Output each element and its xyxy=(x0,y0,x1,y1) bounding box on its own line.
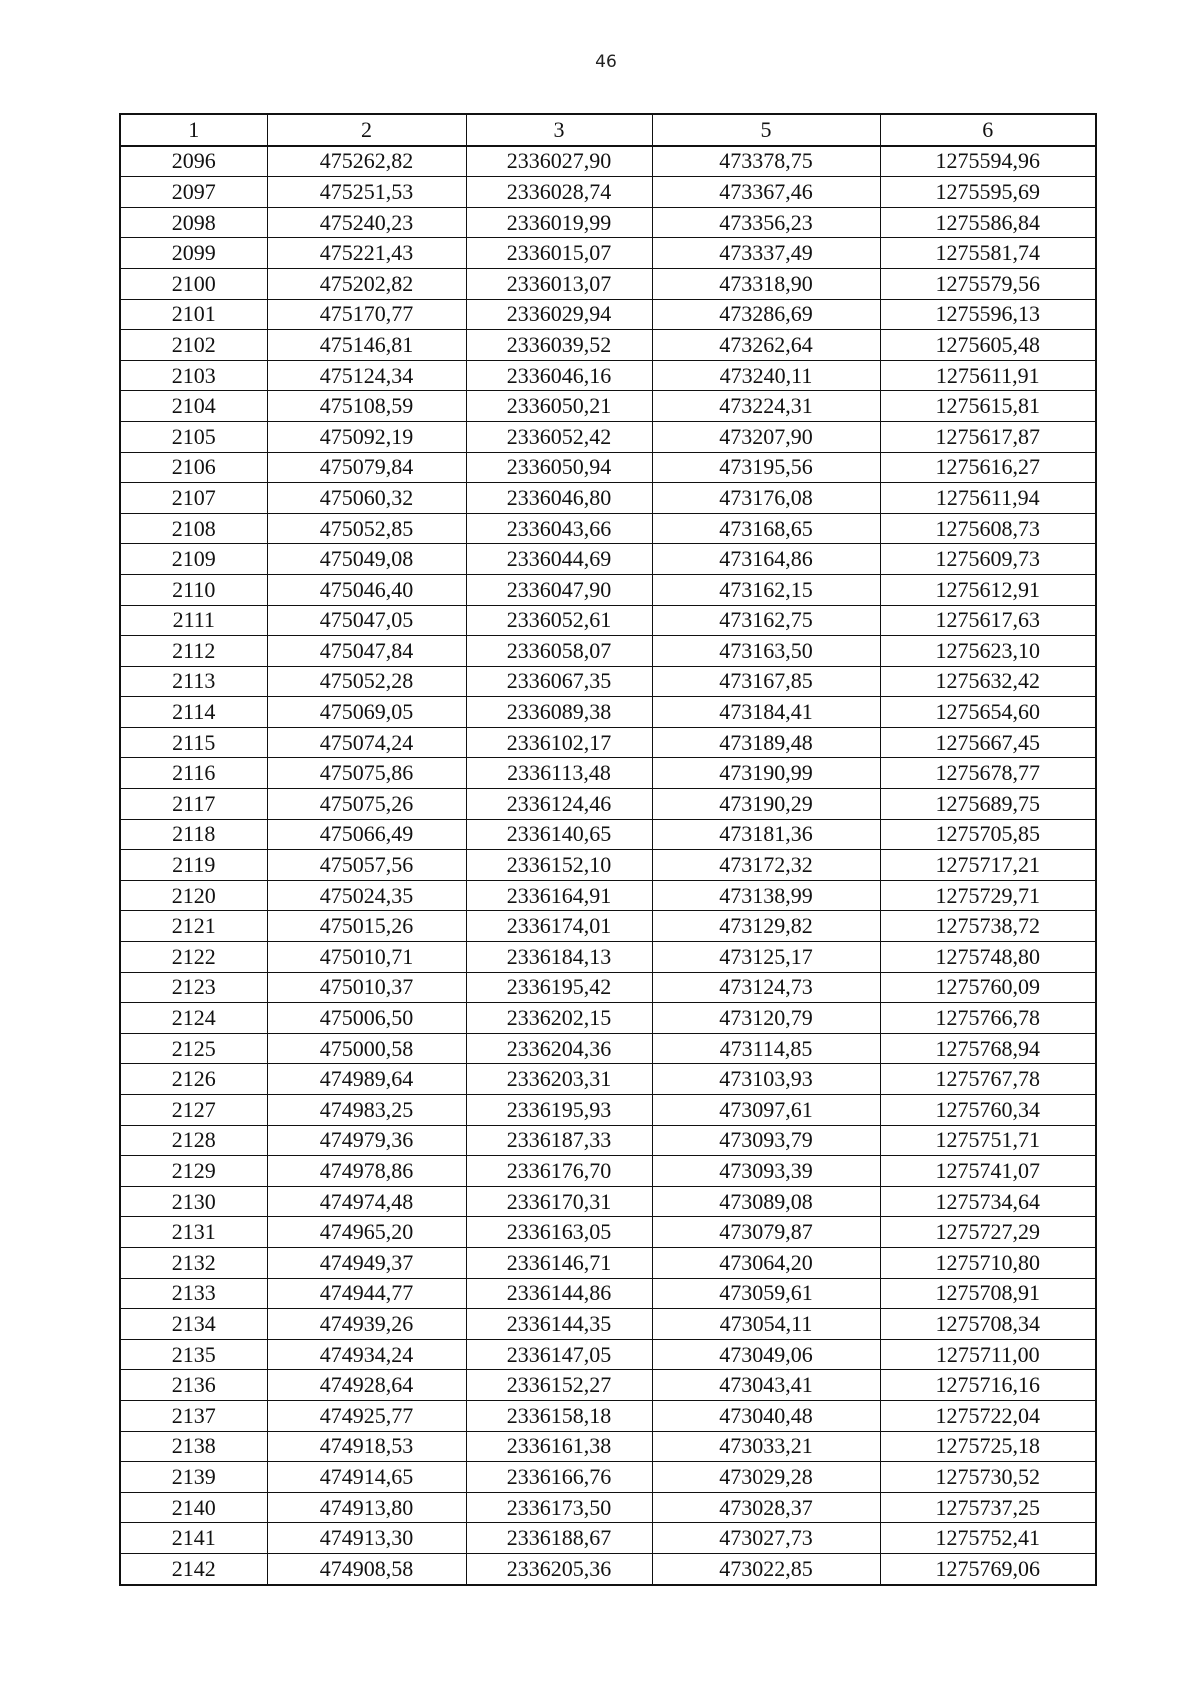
table-row xyxy=(120,942,1096,973)
cell-point-number: 2124 xyxy=(120,1003,267,1034)
table-row xyxy=(120,207,1096,238)
table-row xyxy=(120,268,1096,299)
cell-y-coordinate-new: 1275716,16 xyxy=(880,1370,1096,1401)
cell-y-coordinate-old: 2336205,36 xyxy=(466,1553,652,1584)
cell-x-coordinate-new: 473337,49 xyxy=(652,238,880,269)
cell-x-coordinate-old: 475221,43 xyxy=(267,238,466,269)
table-row xyxy=(120,758,1096,789)
cell-x-coordinate-new: 473049,06 xyxy=(652,1339,880,1370)
table-row xyxy=(120,1278,1096,1309)
cell-point-number: 2133 xyxy=(120,1278,267,1309)
table-row xyxy=(120,1339,1096,1370)
table-row xyxy=(120,1309,1096,1340)
cell-point-number: 2099 xyxy=(120,238,267,269)
cell-y-coordinate-old: 2336043,66 xyxy=(466,513,652,544)
table-row xyxy=(120,177,1096,208)
cell-y-coordinate-new: 1275596,13 xyxy=(880,299,1096,330)
cell-y-coordinate-new: 1275608,73 xyxy=(880,513,1096,544)
cell-y-coordinate-new: 1275616,27 xyxy=(880,452,1096,483)
cell-y-coordinate-old: 2336102,17 xyxy=(466,727,652,758)
cell-y-coordinate-old: 2336146,71 xyxy=(466,1247,652,1278)
cell-y-coordinate-old: 2336044,69 xyxy=(466,544,652,575)
cell-y-coordinate-new: 1275734,64 xyxy=(880,1186,1096,1217)
cell-point-number: 2106 xyxy=(120,452,267,483)
cell-y-coordinate-old: 2336019,99 xyxy=(466,207,652,238)
column-header-4: 5 xyxy=(652,114,880,146)
cell-point-number: 2122 xyxy=(120,942,267,973)
cell-x-coordinate-new: 473097,61 xyxy=(652,1095,880,1126)
cell-x-coordinate-new: 473027,73 xyxy=(652,1523,880,1554)
cell-x-coordinate-old: 475006,50 xyxy=(267,1003,466,1034)
cell-x-coordinate-new: 473129,82 xyxy=(652,911,880,942)
cell-x-coordinate-old: 475052,85 xyxy=(267,513,466,544)
table-row xyxy=(120,1033,1096,1064)
cell-point-number: 2141 xyxy=(120,1523,267,1554)
cell-x-coordinate-new: 473138,99 xyxy=(652,880,880,911)
coordinates-table xyxy=(119,113,1097,1586)
cell-x-coordinate-new: 473318,90 xyxy=(652,268,880,299)
cell-x-coordinate-old: 475108,59 xyxy=(267,391,466,422)
cell-x-coordinate-old: 475124,34 xyxy=(267,360,466,391)
cell-y-coordinate-old: 2336067,35 xyxy=(466,666,652,697)
cell-x-coordinate-old: 475202,82 xyxy=(267,268,466,299)
cell-y-coordinate-new: 1275689,75 xyxy=(880,789,1096,820)
cell-y-coordinate-new: 1275708,34 xyxy=(880,1309,1096,1340)
cell-y-coordinate-new: 1275708,91 xyxy=(880,1278,1096,1309)
cell-y-coordinate-old: 2336170,31 xyxy=(466,1186,652,1217)
cell-y-coordinate-new: 1275738,72 xyxy=(880,911,1096,942)
cell-point-number: 2116 xyxy=(120,758,267,789)
table-row xyxy=(120,574,1096,605)
cell-point-number: 2130 xyxy=(120,1186,267,1217)
cell-y-coordinate-old: 2336161,38 xyxy=(466,1431,652,1462)
cell-y-coordinate-old: 2336124,46 xyxy=(466,789,652,820)
cell-y-coordinate-old: 2336188,67 xyxy=(466,1523,652,1554)
table-row xyxy=(120,1400,1096,1431)
cell-point-number: 2129 xyxy=(120,1156,267,1187)
column-header-5: 6 xyxy=(880,114,1096,146)
table-row xyxy=(120,819,1096,850)
table-row xyxy=(120,1247,1096,1278)
table-row xyxy=(120,391,1096,422)
cell-y-coordinate-old: 2336184,13 xyxy=(466,942,652,973)
cell-y-coordinate-new: 1275611,91 xyxy=(880,360,1096,391)
cell-y-coordinate-old: 2336144,86 xyxy=(466,1278,652,1309)
cell-point-number: 2109 xyxy=(120,544,267,575)
cell-x-coordinate-new: 473028,37 xyxy=(652,1492,880,1523)
cell-y-coordinate-old: 2336176,70 xyxy=(466,1156,652,1187)
table-row xyxy=(120,299,1096,330)
cell-y-coordinate-old: 2336039,52 xyxy=(466,330,652,361)
table-row xyxy=(120,1217,1096,1248)
cell-x-coordinate-old: 475092,19 xyxy=(267,421,466,452)
cell-point-number: 2117 xyxy=(120,789,267,820)
cell-y-coordinate-old: 2336187,33 xyxy=(466,1125,652,1156)
cell-y-coordinate-old: 2336058,07 xyxy=(466,636,652,667)
cell-point-number: 2137 xyxy=(120,1400,267,1431)
cell-y-coordinate-new: 1275725,18 xyxy=(880,1431,1096,1462)
cell-point-number: 2127 xyxy=(120,1095,267,1126)
cell-point-number: 2105 xyxy=(120,421,267,452)
cell-x-coordinate-old: 475049,08 xyxy=(267,544,466,575)
table-row xyxy=(120,880,1096,911)
cell-x-coordinate-old: 474989,64 xyxy=(267,1064,466,1095)
cell-point-number: 2118 xyxy=(120,819,267,850)
cell-x-coordinate-old: 475074,24 xyxy=(267,727,466,758)
cell-x-coordinate-new: 473167,85 xyxy=(652,666,880,697)
cell-y-coordinate-old: 2336174,01 xyxy=(466,911,652,942)
cell-y-coordinate-old: 2336089,38 xyxy=(466,697,652,728)
cell-point-number: 2115 xyxy=(120,727,267,758)
table-row xyxy=(120,513,1096,544)
cell-point-number: 2097 xyxy=(120,177,267,208)
cell-y-coordinate-old: 2336028,74 xyxy=(466,177,652,208)
cell-x-coordinate-new: 473043,41 xyxy=(652,1370,880,1401)
cell-point-number: 2126 xyxy=(120,1064,267,1095)
cell-point-number: 2112 xyxy=(120,636,267,667)
cell-y-coordinate-new: 1275678,77 xyxy=(880,758,1096,789)
cell-y-coordinate-old: 2336052,61 xyxy=(466,605,652,636)
table-row xyxy=(120,1523,1096,1554)
cell-x-coordinate-old: 475240,23 xyxy=(267,207,466,238)
cell-y-coordinate-old: 2336046,16 xyxy=(466,360,652,391)
cell-x-coordinate-new: 473054,11 xyxy=(652,1309,880,1340)
cell-x-coordinate-new: 473079,87 xyxy=(652,1217,880,1248)
cell-y-coordinate-new: 1275667,45 xyxy=(880,727,1096,758)
cell-x-coordinate-old: 474978,86 xyxy=(267,1156,466,1187)
cell-point-number: 2102 xyxy=(120,330,267,361)
cell-y-coordinate-old: 2336164,91 xyxy=(466,880,652,911)
cell-x-coordinate-new: 473378,75 xyxy=(652,146,880,177)
cell-point-number: 2138 xyxy=(120,1431,267,1462)
cell-x-coordinate-new: 473022,85 xyxy=(652,1553,880,1584)
cell-x-coordinate-old: 474908,58 xyxy=(267,1553,466,1584)
cell-y-coordinate-old: 2336050,94 xyxy=(466,452,652,483)
cell-y-coordinate-new: 1275760,09 xyxy=(880,972,1096,1003)
cell-point-number: 2121 xyxy=(120,911,267,942)
cell-x-coordinate-old: 475046,40 xyxy=(267,574,466,605)
cell-x-coordinate-new: 473120,79 xyxy=(652,1003,880,1034)
cell-x-coordinate-new: 473162,75 xyxy=(652,605,880,636)
cell-x-coordinate-old: 475057,56 xyxy=(267,850,466,881)
column-header-3: 3 xyxy=(466,114,652,146)
cell-x-coordinate-new: 473093,79 xyxy=(652,1125,880,1156)
table-row xyxy=(120,1462,1096,1493)
cell-y-coordinate-old: 2336050,21 xyxy=(466,391,652,422)
column-header-2: 2 xyxy=(267,114,466,146)
table-row xyxy=(120,1003,1096,1034)
cell-x-coordinate-old: 475075,86 xyxy=(267,758,466,789)
cell-y-coordinate-old: 2336046,80 xyxy=(466,483,652,514)
cell-x-coordinate-new: 473033,21 xyxy=(652,1431,880,1462)
table-row xyxy=(120,238,1096,269)
table-row xyxy=(120,483,1096,514)
cell-y-coordinate-new: 1275617,87 xyxy=(880,421,1096,452)
table-row xyxy=(120,544,1096,575)
cell-x-coordinate-old: 474914,65 xyxy=(267,1462,466,1493)
cell-x-coordinate-new: 473029,28 xyxy=(652,1462,880,1493)
header-row xyxy=(120,114,1096,146)
cell-x-coordinate-old: 475015,26 xyxy=(267,911,466,942)
cell-y-coordinate-new: 1275767,78 xyxy=(880,1064,1096,1095)
cell-x-coordinate-old: 474928,64 xyxy=(267,1370,466,1401)
cell-point-number: 2114 xyxy=(120,697,267,728)
table-row xyxy=(120,697,1096,728)
cell-y-coordinate-old: 2336047,90 xyxy=(466,574,652,605)
cell-point-number: 2135 xyxy=(120,1339,267,1370)
cell-x-coordinate-old: 474983,25 xyxy=(267,1095,466,1126)
cell-x-coordinate-new: 473089,08 xyxy=(652,1186,880,1217)
table-row xyxy=(120,146,1096,177)
table-row xyxy=(120,1064,1096,1095)
cell-x-coordinate-new: 473224,31 xyxy=(652,391,880,422)
cell-y-coordinate-old: 2336202,15 xyxy=(466,1003,652,1034)
cell-y-coordinate-new: 1275766,78 xyxy=(880,1003,1096,1034)
cell-x-coordinate-new: 473124,73 xyxy=(652,972,880,1003)
cell-point-number: 2125 xyxy=(120,1033,267,1064)
cell-x-coordinate-new: 473176,08 xyxy=(652,483,880,514)
cell-x-coordinate-new: 473190,29 xyxy=(652,789,880,820)
column-header-1: 1 xyxy=(120,114,267,146)
cell-point-number: 2108 xyxy=(120,513,267,544)
cell-point-number: 2110 xyxy=(120,574,267,605)
cell-y-coordinate-old: 2336163,05 xyxy=(466,1217,652,1248)
cell-x-coordinate-new: 473162,15 xyxy=(652,574,880,605)
cell-y-coordinate-new: 1275594,96 xyxy=(880,146,1096,177)
table-row xyxy=(120,1431,1096,1462)
cell-x-coordinate-old: 475079,84 xyxy=(267,452,466,483)
table-row xyxy=(120,789,1096,820)
cell-x-coordinate-old: 475069,05 xyxy=(267,697,466,728)
cell-point-number: 2119 xyxy=(120,850,267,881)
table-row xyxy=(120,330,1096,361)
cell-y-coordinate-new: 1275729,71 xyxy=(880,880,1096,911)
cell-x-coordinate-old: 475146,81 xyxy=(267,330,466,361)
cell-x-coordinate-old: 474913,80 xyxy=(267,1492,466,1523)
cell-y-coordinate-old: 2336203,31 xyxy=(466,1064,652,1095)
cell-y-coordinate-old: 2336029,94 xyxy=(466,299,652,330)
table-row xyxy=(120,421,1096,452)
cell-y-coordinate-new: 1275727,29 xyxy=(880,1217,1096,1248)
cell-y-coordinate-old: 2336140,65 xyxy=(466,819,652,850)
cell-y-coordinate-new: 1275586,84 xyxy=(880,207,1096,238)
cell-y-coordinate-old: 2336195,42 xyxy=(466,972,652,1003)
cell-x-coordinate-old: 475075,26 xyxy=(267,789,466,820)
cell-y-coordinate-old: 2336015,07 xyxy=(466,238,652,269)
cell-x-coordinate-new: 473125,17 xyxy=(652,942,880,973)
cell-x-coordinate-old: 475262,82 xyxy=(267,146,466,177)
cell-x-coordinate-old: 475010,71 xyxy=(267,942,466,973)
table-row xyxy=(120,666,1096,697)
cell-y-coordinate-new: 1275760,34 xyxy=(880,1095,1096,1126)
cell-y-coordinate-old: 2336147,05 xyxy=(466,1339,652,1370)
cell-y-coordinate-new: 1275737,25 xyxy=(880,1492,1096,1523)
cell-x-coordinate-new: 473103,93 xyxy=(652,1064,880,1095)
cell-y-coordinate-new: 1275769,06 xyxy=(880,1553,1096,1584)
cell-y-coordinate-new: 1275611,94 xyxy=(880,483,1096,514)
cell-point-number: 2132 xyxy=(120,1247,267,1278)
cell-y-coordinate-new: 1275705,85 xyxy=(880,819,1096,850)
cell-x-coordinate-old: 474965,20 xyxy=(267,1217,466,1248)
cell-x-coordinate-new: 473184,41 xyxy=(652,697,880,728)
cell-x-coordinate-old: 475047,05 xyxy=(267,605,466,636)
cell-y-coordinate-new: 1275741,07 xyxy=(880,1156,1096,1187)
cell-x-coordinate-new: 473059,61 xyxy=(652,1278,880,1309)
cell-y-coordinate-new: 1275748,80 xyxy=(880,942,1096,973)
cell-point-number: 2136 xyxy=(120,1370,267,1401)
cell-x-coordinate-old: 475052,28 xyxy=(267,666,466,697)
table-row xyxy=(120,1492,1096,1523)
cell-point-number: 2123 xyxy=(120,972,267,1003)
table-row xyxy=(120,727,1096,758)
table-row xyxy=(120,1553,1096,1584)
cell-x-coordinate-new: 473040,48 xyxy=(652,1400,880,1431)
cell-x-coordinate-new: 473114,85 xyxy=(652,1033,880,1064)
cell-point-number: 2140 xyxy=(120,1492,267,1523)
table-row xyxy=(120,850,1096,881)
cell-y-coordinate-new: 1275605,48 xyxy=(880,330,1096,361)
cell-y-coordinate-old: 2336013,07 xyxy=(466,268,652,299)
cell-y-coordinate-old: 2336052,42 xyxy=(466,421,652,452)
cell-x-coordinate-old: 474979,36 xyxy=(267,1125,466,1156)
cell-y-coordinate-new: 1275595,69 xyxy=(880,177,1096,208)
cell-point-number: 2128 xyxy=(120,1125,267,1156)
table-row xyxy=(120,360,1096,391)
cell-y-coordinate-new: 1275654,60 xyxy=(880,697,1096,728)
cell-x-coordinate-new: 473093,39 xyxy=(652,1156,880,1187)
table-body xyxy=(120,146,1096,1585)
cell-y-coordinate-new: 1275768,94 xyxy=(880,1033,1096,1064)
page-number: 46 xyxy=(595,52,617,72)
cell-x-coordinate-new: 473181,36 xyxy=(652,819,880,850)
cell-x-coordinate-new: 473190,99 xyxy=(652,758,880,789)
cell-x-coordinate-old: 475066,49 xyxy=(267,819,466,850)
cell-point-number: 2142 xyxy=(120,1553,267,1584)
cell-x-coordinate-new: 473240,11 xyxy=(652,360,880,391)
table-row xyxy=(120,1370,1096,1401)
cell-y-coordinate-new: 1275751,71 xyxy=(880,1125,1096,1156)
cell-x-coordinate-new: 473367,46 xyxy=(652,177,880,208)
cell-point-number: 2111 xyxy=(120,605,267,636)
cell-y-coordinate-new: 1275615,81 xyxy=(880,391,1096,422)
cell-point-number: 2139 xyxy=(120,1462,267,1493)
cell-x-coordinate-old: 475000,58 xyxy=(267,1033,466,1064)
cell-y-coordinate-old: 2336027,90 xyxy=(466,146,652,177)
cell-x-coordinate-old: 474925,77 xyxy=(267,1400,466,1431)
cell-y-coordinate-old: 2336152,27 xyxy=(466,1370,652,1401)
table-row xyxy=(120,636,1096,667)
cell-point-number: 2134 xyxy=(120,1309,267,1340)
cell-y-coordinate-old: 2336158,18 xyxy=(466,1400,652,1431)
cell-x-coordinate-old: 474934,24 xyxy=(267,1339,466,1370)
table-row xyxy=(120,1095,1096,1126)
cell-y-coordinate-new: 1275722,04 xyxy=(880,1400,1096,1431)
table-row xyxy=(120,1156,1096,1187)
cell-x-coordinate-new: 473286,69 xyxy=(652,299,880,330)
table-row xyxy=(120,605,1096,636)
cell-y-coordinate-new: 1275609,73 xyxy=(880,544,1096,575)
table-row xyxy=(120,1186,1096,1217)
cell-point-number: 2103 xyxy=(120,360,267,391)
cell-y-coordinate-old: 2336173,50 xyxy=(466,1492,652,1523)
cell-y-coordinate-new: 1275632,42 xyxy=(880,666,1096,697)
table-row xyxy=(120,972,1096,1003)
cell-x-coordinate-old: 475047,84 xyxy=(267,636,466,667)
cell-x-coordinate-old: 474939,26 xyxy=(267,1309,466,1340)
table-header xyxy=(120,114,1096,146)
cell-y-coordinate-new: 1275623,10 xyxy=(880,636,1096,667)
cell-x-coordinate-new: 473207,90 xyxy=(652,421,880,452)
table-row xyxy=(120,911,1096,942)
cell-y-coordinate-new: 1275579,56 xyxy=(880,268,1096,299)
cell-point-number: 2107 xyxy=(120,483,267,514)
cell-y-coordinate-old: 2336195,93 xyxy=(466,1095,652,1126)
cell-y-coordinate-new: 1275581,74 xyxy=(880,238,1096,269)
cell-point-number: 2096 xyxy=(120,146,267,177)
cell-y-coordinate-new: 1275710,80 xyxy=(880,1247,1096,1278)
cell-point-number: 2120 xyxy=(120,880,267,911)
cell-x-coordinate-new: 473064,20 xyxy=(652,1247,880,1278)
cell-point-number: 2131 xyxy=(120,1217,267,1248)
cell-x-coordinate-old: 475010,37 xyxy=(267,972,466,1003)
cell-x-coordinate-old: 475170,77 xyxy=(267,299,466,330)
cell-x-coordinate-old: 475024,35 xyxy=(267,880,466,911)
table-row xyxy=(120,452,1096,483)
cell-point-number: 2104 xyxy=(120,391,267,422)
cell-x-coordinate-old: 474949,37 xyxy=(267,1247,466,1278)
table-row xyxy=(120,1125,1096,1156)
cell-x-coordinate-old: 474913,30 xyxy=(267,1523,466,1554)
cell-x-coordinate-new: 473356,23 xyxy=(652,207,880,238)
cell-x-coordinate-new: 473195,56 xyxy=(652,452,880,483)
cell-y-coordinate-old: 2336204,36 xyxy=(466,1033,652,1064)
cell-x-coordinate-old: 474918,53 xyxy=(267,1431,466,1462)
cell-y-coordinate-old: 2336113,48 xyxy=(466,758,652,789)
cell-y-coordinate-new: 1275752,41 xyxy=(880,1523,1096,1554)
cell-x-coordinate-old: 475060,32 xyxy=(267,483,466,514)
cell-x-coordinate-old: 474944,77 xyxy=(267,1278,466,1309)
cell-point-number: 2098 xyxy=(120,207,267,238)
cell-x-coordinate-new: 473189,48 xyxy=(652,727,880,758)
cell-point-number: 2101 xyxy=(120,299,267,330)
cell-x-coordinate-new: 473168,65 xyxy=(652,513,880,544)
cell-y-coordinate-new: 1275617,63 xyxy=(880,605,1096,636)
cell-point-number: 2113 xyxy=(120,666,267,697)
cell-y-coordinate-old: 2336144,35 xyxy=(466,1309,652,1340)
cell-x-coordinate-new: 473172,32 xyxy=(652,850,880,881)
cell-y-coordinate-new: 1275711,00 xyxy=(880,1339,1096,1370)
cell-y-coordinate-new: 1275730,52 xyxy=(880,1462,1096,1493)
cell-x-coordinate-new: 473262,64 xyxy=(652,330,880,361)
cell-x-coordinate-new: 473164,86 xyxy=(652,544,880,575)
cell-x-coordinate-old: 475251,53 xyxy=(267,177,466,208)
cell-point-number: 2100 xyxy=(120,268,267,299)
cell-x-coordinate-new: 473163,50 xyxy=(652,636,880,667)
cell-y-coordinate-old: 2336166,76 xyxy=(466,1462,652,1493)
cell-y-coordinate-new: 1275612,91 xyxy=(880,574,1096,605)
cell-y-coordinate-old: 2336152,10 xyxy=(466,850,652,881)
cell-y-coordinate-new: 1275717,21 xyxy=(880,850,1096,881)
cell-x-coordinate-old: 474974,48 xyxy=(267,1186,466,1217)
